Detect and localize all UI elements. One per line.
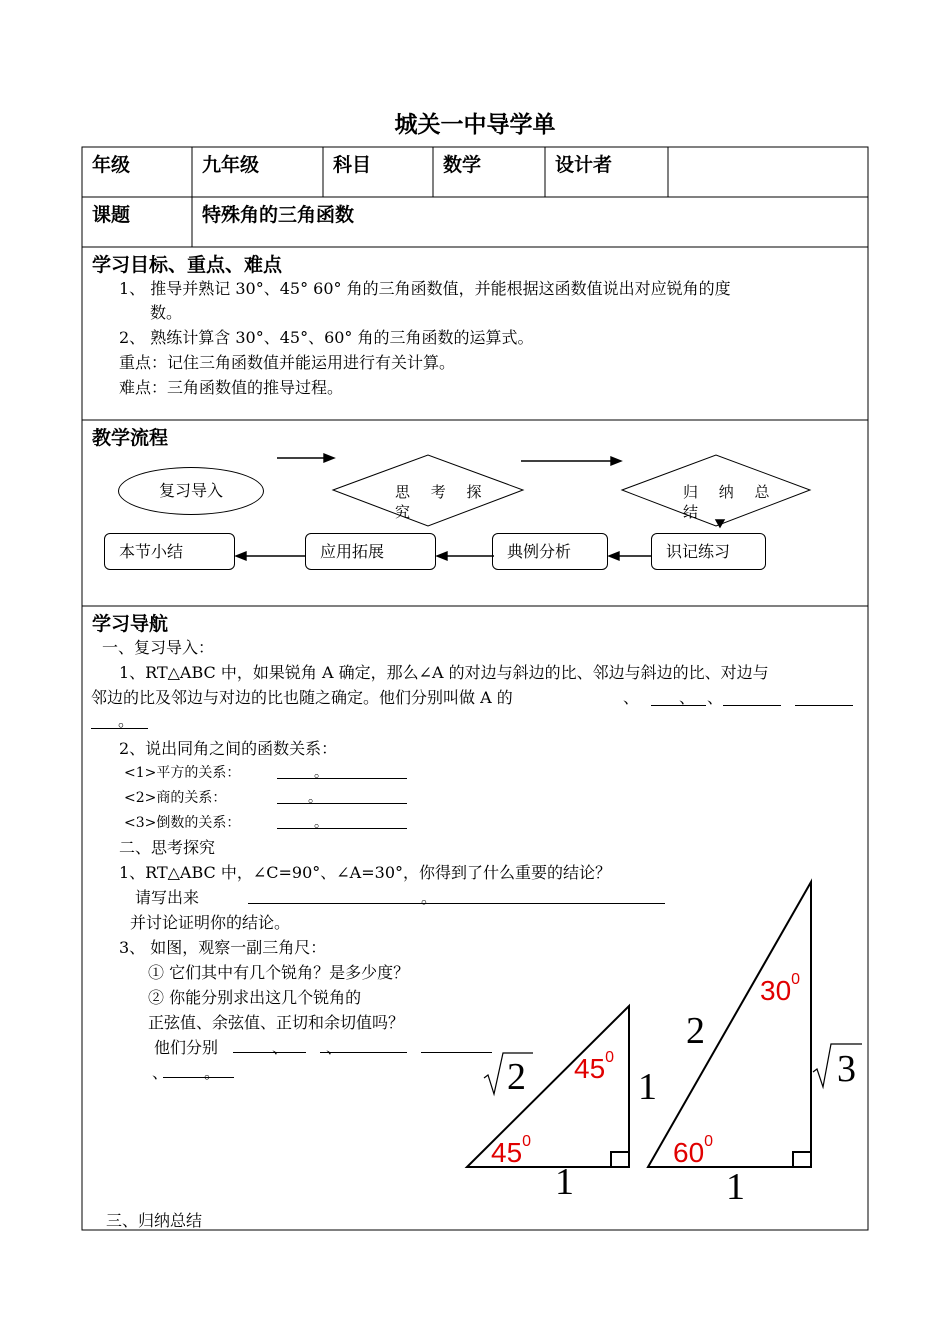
period: 。 xyxy=(314,765,328,781)
answer-blank[interactable] xyxy=(421,1052,492,1053)
flow-conclusion: 本节小结 xyxy=(104,533,235,570)
flow-review: 复习导入 xyxy=(118,467,264,515)
flow-summarize-line1: 归 纳 总 xyxy=(683,483,778,501)
question-4-a: ① 它们其中有几个锐角？是多少度？ xyxy=(148,963,410,982)
left-top-angle: $45^0$ xyxy=(574,1049,615,1084)
left-base-label: 1 xyxy=(555,1161,574,1203)
separator: 、 xyxy=(272,1038,289,1057)
answer-blank[interactable] xyxy=(277,778,407,779)
flow-summarize-line2: 结 xyxy=(683,503,707,521)
topic-label: 课题 xyxy=(92,204,131,226)
question-3: 1、RT△ABC 中，∠C=90°、∠A=30°，你得到了什么重要的结论？ xyxy=(119,863,612,882)
answer-blank[interactable] xyxy=(723,705,781,706)
designer-label: 设计者 xyxy=(555,154,613,176)
question-3-write: 请写出来 xyxy=(135,888,200,907)
period: 。 xyxy=(421,888,438,907)
flow-practice: 识记练习 xyxy=(651,533,766,570)
triangle-diagram xyxy=(467,882,811,1167)
answer-blank[interactable] xyxy=(233,1052,306,1053)
question-4-c: 正弦值、余弦值、正切和余切值吗？ xyxy=(148,1013,405,1032)
question-4-b: ② 你能分别求出这几个锐角的 xyxy=(148,988,362,1007)
flow-examples: 典例分析 xyxy=(492,533,608,570)
period: 。 xyxy=(204,1063,221,1082)
separator: 、 xyxy=(707,688,724,707)
goal-item-1: 1、 推导并熟记 30°、45° 60° 角的三角函数值，并能根据这函数值说出对应锐角的度 xyxy=(119,279,731,298)
separator: 、 xyxy=(326,1038,343,1057)
left-bottom-angle: $45^0$ xyxy=(491,1133,532,1168)
answer-blank[interactable] xyxy=(795,705,853,706)
subject-label: 科目 xyxy=(333,154,372,176)
period: 。 xyxy=(308,790,322,806)
separator: 、 xyxy=(623,688,640,707)
flow-explore-line2: 究 xyxy=(395,503,419,521)
question-3-prove: 并讨论证明你的结论。 xyxy=(130,913,291,932)
question-2: 2、说出同角之间的函数关系： xyxy=(119,739,338,758)
separator: 、 xyxy=(152,1063,169,1082)
right-base-label: 1 xyxy=(726,1166,745,1208)
flow-application: 应用拓展 xyxy=(305,533,436,570)
answer-blank[interactable] xyxy=(248,903,665,904)
question-4-d: 他们分别 xyxy=(154,1038,219,1057)
relation-1: <1>平方的关系： xyxy=(124,765,241,781)
relation-3: <3>倒数的关系： xyxy=(124,815,241,831)
right-bottom-angle: $60^0$ xyxy=(673,1133,714,1168)
question-1: 1、RT△ABC 中，如果锐角 A 确定，那么∠A 的对边与斜边的比、邻边与斜边的比、对边与 xyxy=(119,663,769,682)
goals-heading: 学习目标、重点、难点 xyxy=(92,254,283,276)
question-4: 3、 如图，观察一副三角尺： xyxy=(119,938,327,957)
goal-item-2: 2、 熟练计算含 30°、45°、60° 角的三角函数的运算式。 xyxy=(119,328,534,347)
difficulty: 难点：三角函数值的推导过程。 xyxy=(119,378,344,397)
left-hypotenuse-label: 2 xyxy=(507,1056,526,1098)
subject-value: 数学 xyxy=(443,154,482,176)
part3-heading: 三、归纳总结 xyxy=(106,1211,203,1230)
flow-explore-line1: 思 考 探 xyxy=(395,483,490,501)
key-point: 重点：记住三角函数值并能运用进行有关计算。 xyxy=(119,353,456,372)
left-side-label: 1 xyxy=(638,1066,657,1108)
answer-blank[interactable] xyxy=(277,828,407,829)
right-hypotenuse-label: 2 xyxy=(686,1010,705,1052)
answer-blank[interactable] xyxy=(163,1077,234,1078)
grade-value: 九年级 xyxy=(202,154,260,176)
flow-heading: 教学流程 xyxy=(92,427,169,449)
topic-value: 特殊角的三角函数 xyxy=(202,204,355,226)
grade-label: 年级 xyxy=(92,154,131,176)
nav-heading: 学习导航 xyxy=(92,613,169,635)
part2-heading: 二、思考探究 xyxy=(119,838,216,857)
right-side-label: 3 xyxy=(837,1048,856,1090)
question-1-cont: 邻边的比及邻边与对边的比也随之确定。他们分别叫做 A 的 xyxy=(91,688,513,707)
page-title: 城关一中导学单 xyxy=(394,112,556,138)
goal-item-1-cont: 数。 xyxy=(150,303,183,322)
separator: 、 xyxy=(679,688,696,707)
part1-heading: 一、复习导入： xyxy=(102,638,215,657)
relation-2: <2>商的关系： xyxy=(124,790,227,806)
period: 。 xyxy=(314,815,328,831)
answer-blank[interactable] xyxy=(277,803,407,804)
period: 。 xyxy=(118,711,135,730)
right-top-angle: $30^0$ xyxy=(760,971,801,1006)
